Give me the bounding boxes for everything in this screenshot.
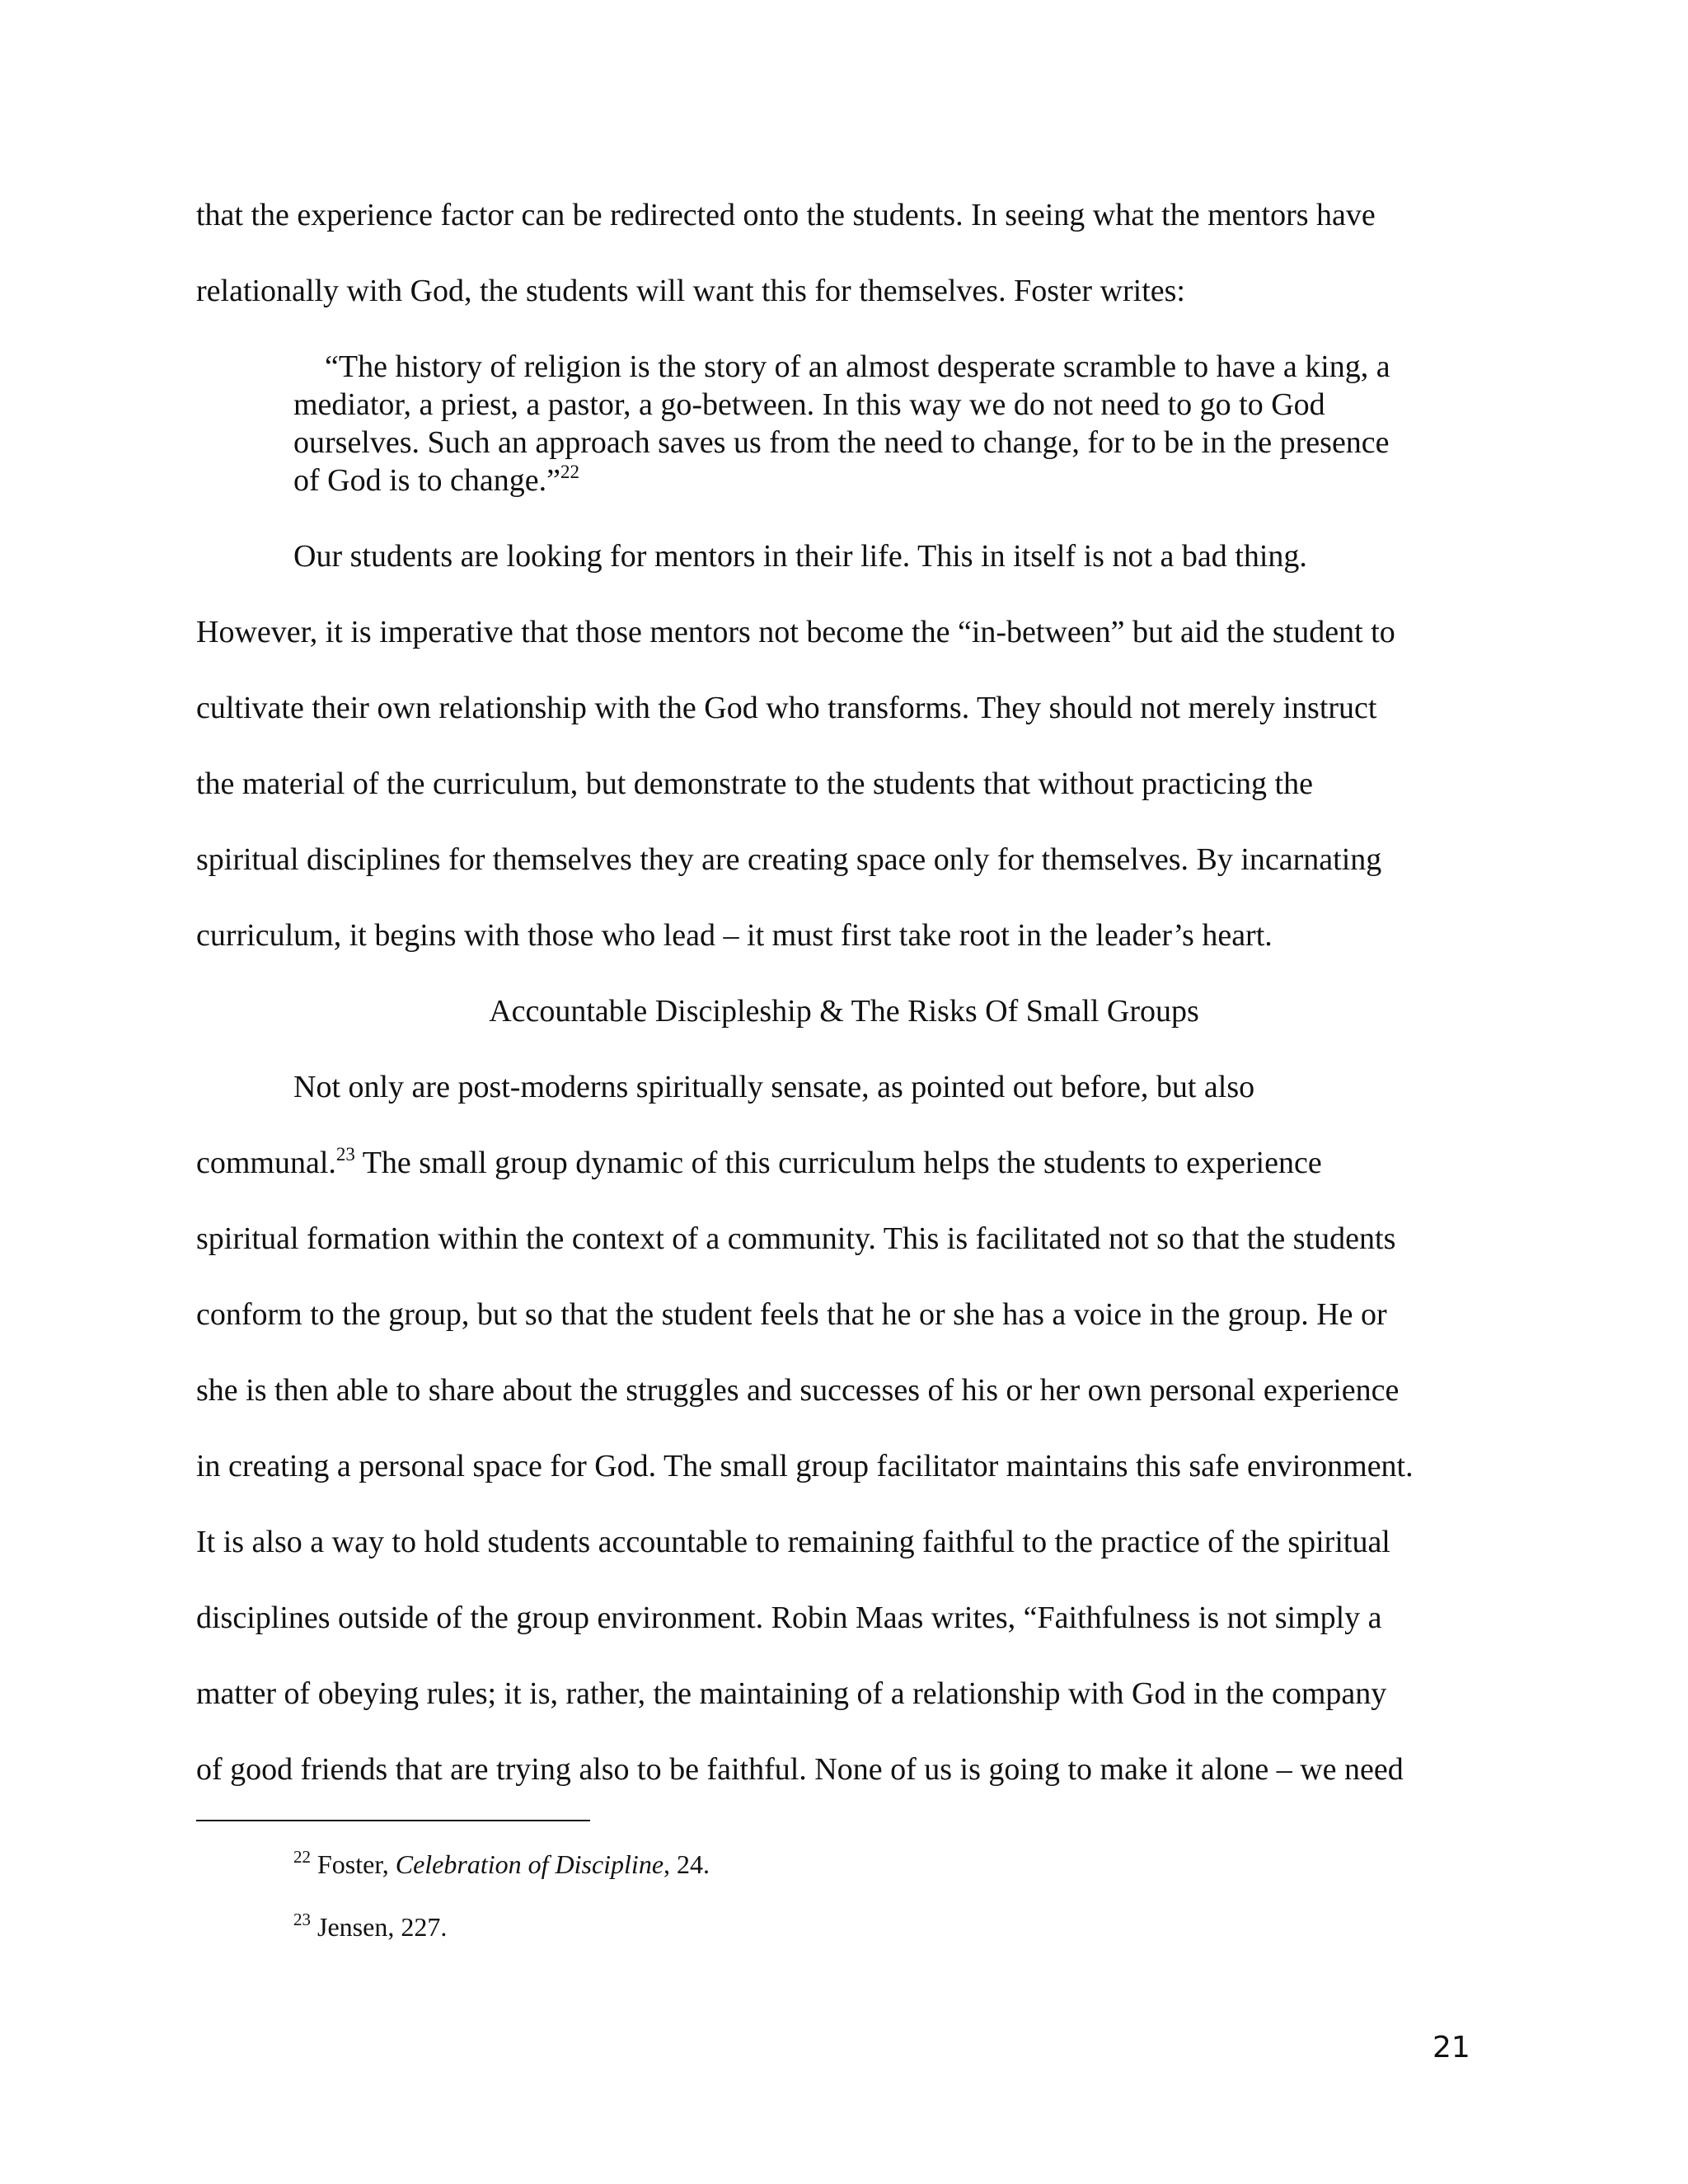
- quote-line: “The history of religion is the story of an almost desperate scramble to have a king, a: [325, 349, 1390, 384]
- body-text: communal.: [196, 1146, 336, 1180]
- page-number: 21: [1432, 2031, 1470, 2064]
- body-line: conform to the group, but so that the student feels that he or she has a voice in the group. He or: [196, 1297, 1387, 1332]
- quote-line: mediator, a priest, a pastor, a go-between. In this way we do not need to go to God: [293, 387, 1325, 422]
- footnote-title: Celebration of Discipline: [395, 1849, 664, 1879]
- body-line: spiritual formation within the context of a community. This is facilitated not so that the students: [196, 1221, 1396, 1256]
- body-line: Our students are looking for mentors in their life. This in itself is not a bad thing.: [293, 539, 1307, 574]
- body-line: It is also a way to hold students accountable to remaining faithful to the practice of the spiritual: [196, 1525, 1390, 1559]
- body-line: However, it is imperative that those mentors not become the “in-between” but aid the student to: [196, 615, 1395, 649]
- body-line: that the experience factor can be redirected onto the students. In seeing what the mentors have: [196, 198, 1376, 232]
- footnote-23: [293, 1910, 447, 1943]
- section-heading: Accountable Discipleship & The Risks Of Small Groups: [489, 994, 1199, 1029]
- body-line: spiritual disciplines for themselves they are creating space only for themselves. By incarnating: [196, 842, 1382, 877]
- quote-line: ourselves. Such an approach saves us from the need to change, for to be in the presence: [293, 425, 1390, 460]
- footnote-separator: [196, 1820, 590, 1821]
- footnote-ref-22: 22: [560, 462, 579, 482]
- body-line: [196, 1144, 1322, 1182]
- footnote-ref-23: 23: [335, 1144, 355, 1165]
- body-line: relationally with God, the students will want this for themselves. Foster writes:: [196, 274, 1185, 308]
- body-text: The small group dynamic of this curriculum helps the students to experience: [354, 1146, 1322, 1180]
- body-line: disciplines outside of the group environment. Robin Maas writes, “Faithfulness is not simply a: [196, 1601, 1382, 1635]
- footnote-text: Foster,: [311, 1849, 396, 1879]
- body-line: Not only are post-moderns spiritually sensate, as pointed out before, but also: [293, 1070, 1255, 1104]
- footnote-number: 23: [293, 1910, 311, 1929]
- footnote-text: Jensen, 227.: [311, 1912, 448, 1942]
- footnote-number: 22: [293, 1847, 311, 1867]
- quote-text: of God is to change.”: [293, 463, 560, 498]
- body-line: she is then able to share about the struggles and successes of his or her own personal experience: [196, 1373, 1400, 1408]
- body-line: curriculum, it begins with those who lead – it must first take root in the leader’s heart.: [196, 918, 1273, 953]
- body-line: matter of obeying rules; it is, rather, the maintaining of a relationship with God in the company: [196, 1676, 1387, 1711]
- body-line: of good friends that are trying also to be faithful. None of us is going to make it alone – we need: [196, 1752, 1404, 1787]
- footnote-text: , 24.: [663, 1849, 710, 1879]
- body-line: in creating a personal space for God. The small group facilitator maintains this safe environment.: [196, 1449, 1414, 1483]
- body-line: cultivate their own relationship with the God who transforms. They should not merely instruct: [196, 691, 1377, 725]
- footnote-22: [293, 1848, 710, 1881]
- quote-line: [293, 462, 579, 499]
- body-line: the material of the curriculum, but demonstrate to the students that without practicing the: [196, 766, 1313, 801]
